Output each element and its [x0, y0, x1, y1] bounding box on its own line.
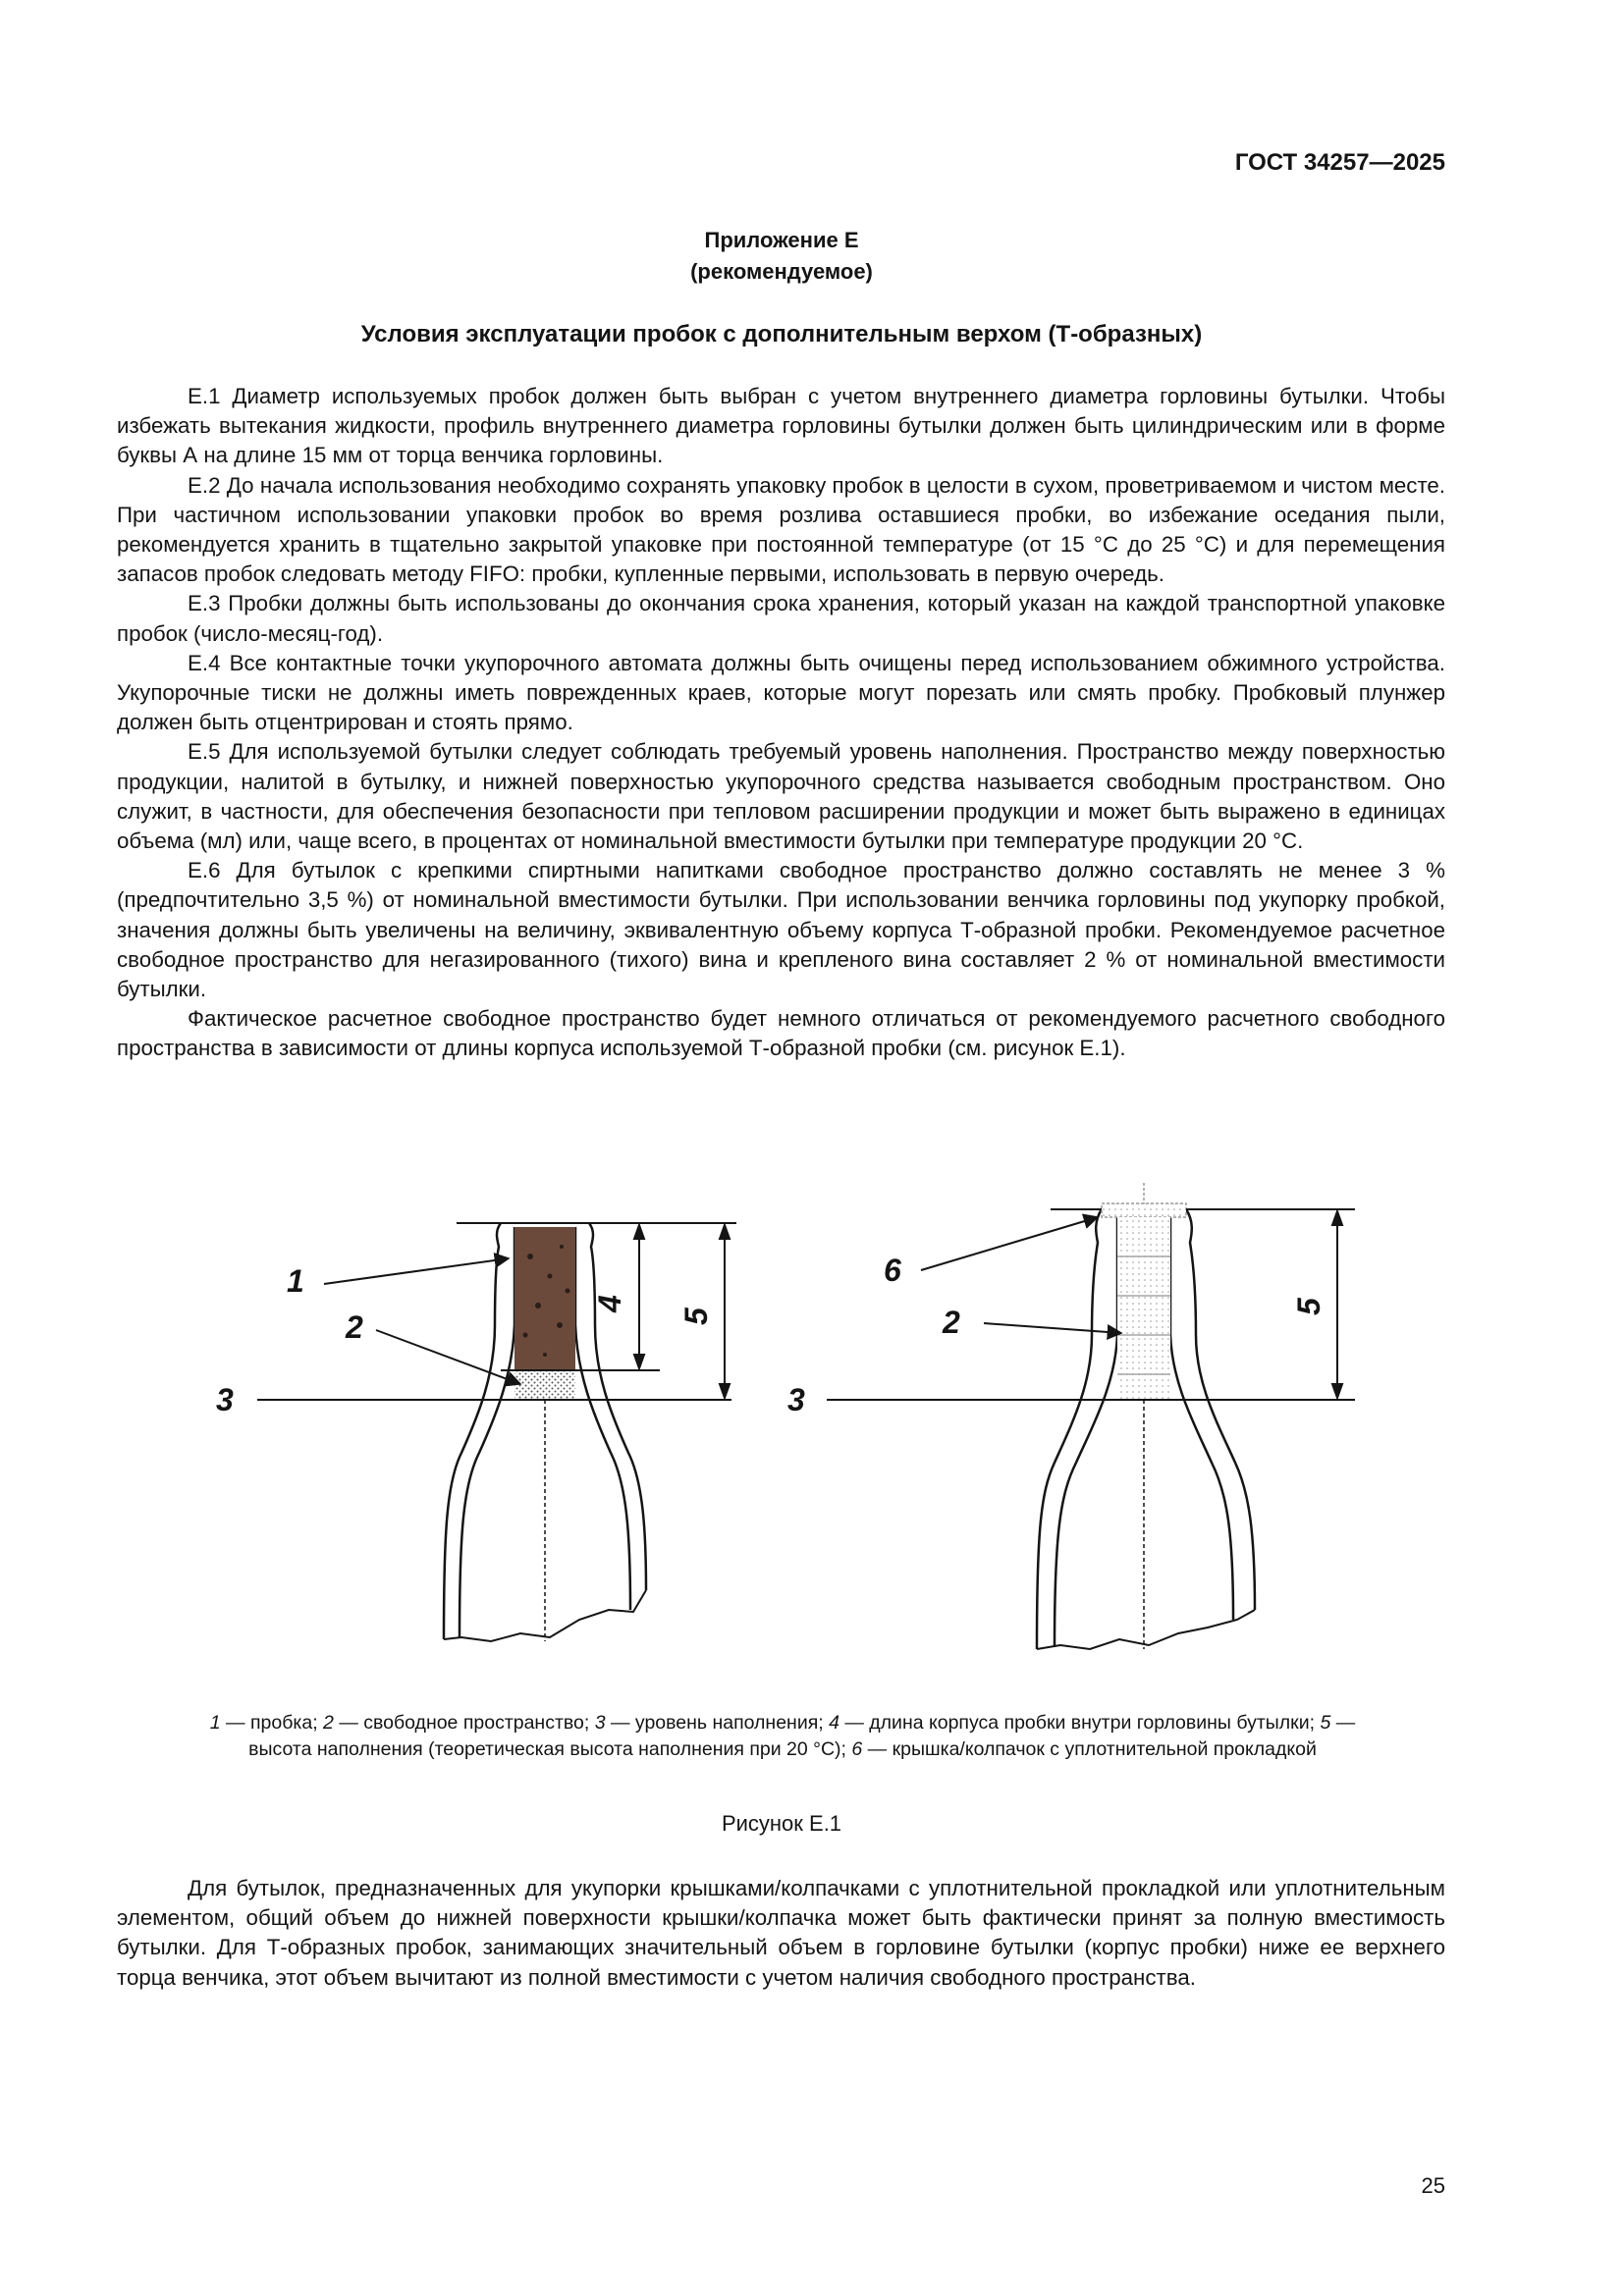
- legend-num-4: 4: [829, 1712, 839, 1734]
- figure-title: Рисунок Е.1: [721, 1811, 842, 1836]
- cork-body: [514, 1227, 575, 1370]
- paragraph-e1: Е.1 Диаметр используемых пробок должен быть выбран с учетом внутреннего диаметра горловины бутылки. Чтобы избежать вытекания жидкости, профиль внутреннего диаметра горловины бутылки должен быть цилиндрическим или в форме буквы А на длине 15 мм от торца венчика горловины.: [117, 384, 1445, 468]
- after-figure-text: [117, 1874, 1445, 1993]
- section-title: Условия эксплуатации пробок с дополнительным верхом (Т-образных): [360, 321, 1203, 347]
- legend-text-6: — крышка/колпачок с уплотнительной прокладкой: [862, 1738, 1317, 1760]
- label-cork-length: 4: [592, 1295, 627, 1312]
- legend-num-6: 6: [851, 1738, 863, 1760]
- label-headspace-left: 2: [346, 1309, 363, 1345]
- paragraph-e4: Е.4 Все контактные точки укупорочного автомата должны быть очищены перед использованием обжимного устройства. Укупорочные тиски не должны иметь поврежденных краев, которые могут порезать или смять пробку. Пробковый плунжер должен быть отцентрирован и стоять прямо.: [117, 650, 1445, 735]
- body-text: [117, 382, 1445, 1064]
- paragraph-caps-volume: Для бутылок, предназначенных для укупорки крышками/колпачками с уплотнительной прокладкой или уплотнительным элементом, общий объем до нижней поверхности крышки/колпачка может быть фактически принят за полную вместимость бутылки. Для Т-образных пробок, занимающих значительный объем в горловине бутылки (корпус пробки) ниже ее верхнего торца венчика, этот объем вычитают из полной вместимости с учетом наличия свободного пространства.: [117, 1876, 1445, 1990]
- figure-bottle-necks: [187, 1173, 1365, 1664]
- legend-text-1: — пробка;: [220, 1712, 324, 1734]
- paragraph-e5: Е.5 Для используемой бутылки следует соблюдать требуемый уровень наполнения. Пространство между поверхностью продукции, налитой в бутылку, и нижней поверхностью укупорочного средства называется свободным пространством. Оно служит, в частности, для обеспечения безопасности при тепловом расширении продукции и может быть выражено в единицах объема (мл) или, чаще всего, в процентах от номинальной вместимости бутылки при температуре продукции 20 °С.: [117, 739, 1445, 854]
- label-fill-level-left: 3: [216, 1382, 234, 1417]
- cap-gasket: [1102, 1203, 1186, 1217]
- figure-legend: [182, 1710, 1383, 1763]
- legend-num-5: 5: [1320, 1712, 1331, 1734]
- paragraph-actual-headspace: Фактическое расчетное свободное пространство будет немного отличаться от рекомендуемого расчетного свободного пространства в зависимости от длины корпуса используемой Т-образной пробки (см. рисунок Е.1).: [117, 1006, 1445, 1061]
- paragraph-e6: Е.6 Для бутылок с крепкими спиртными напитками свободное пространство должно составлять не менее 3 % (предпочтительно 3,5 %) от номинальной вместимости бутылки. При использовании венчика горловины под укупорку пробкой, значения должны быть увеличены на величину, эквивалентную объему корпуса Т-образной пробки. Рекомендуемое расчетное свободное пространство для негазированного (тихого) вина и крепленого вина составляет 2 % от номинальной вместимости бутылки.: [117, 858, 1445, 1002]
- annex-title: Приложение Е: [704, 228, 859, 252]
- headspace-left: [514, 1370, 575, 1400]
- dimension-fill-height-right: [1332, 1211, 1342, 1398]
- dimension-cork-length: [634, 1225, 644, 1368]
- document-code: ГОСТ 34257—2025: [1234, 149, 1445, 176]
- annex-status: (рекомендуемое): [690, 259, 873, 284]
- label-cap: 6: [884, 1253, 901, 1288]
- paragraph-e3: Е.3 Пробки должны быть использованы до окончания срока хранения, который указан на каждой транспортной упаковке пробок (число-месяц-год).: [117, 591, 1445, 646]
- page-number: 25: [1421, 2173, 1445, 2198]
- label-fill-height-left: 5: [678, 1308, 714, 1325]
- label-fill-height-right: 5: [1291, 1298, 1326, 1315]
- legend-text-2: — свободное пространство;: [333, 1712, 595, 1734]
- label-headspace-right: 2: [943, 1305, 960, 1340]
- label-cork: 1: [287, 1263, 304, 1299]
- label-fill-level-right: 3: [787, 1382, 805, 1417]
- legend-text-4: — длина корпуса пробки внутри горловины бутылки;: [839, 1712, 1321, 1734]
- legend-num-1: 1: [209, 1712, 221, 1734]
- legend-num-3: 3: [594, 1712, 606, 1734]
- headspace-right: [1117, 1217, 1170, 1400]
- paragraph-e2: Е.2 До начала использования необходимо сохранять упаковку пробок в целости в сухом, проветриваемом и чистом месте. При частичном использовании упаковки пробок во время розлива оставшиеся пробки, во избежание оседания пыли, рекомендуется хранить в тщательно закрытой упаковке при постоянной температуре (от 15 °С до 25 °С) и для перемещения запасов пробок следовать методу FIFO: пробки, купленные первыми, использовать в первую очередь.: [117, 472, 1445, 587]
- legend-text-5: — высота наполнения (теоретическая высота наполнения при 20 °С);: [248, 1712, 1356, 1760]
- dimension-fill-height-left: [720, 1225, 730, 1398]
- legend-text-3: — уровень наполнения;: [605, 1712, 830, 1734]
- legend-num-2: 2: [323, 1712, 334, 1734]
